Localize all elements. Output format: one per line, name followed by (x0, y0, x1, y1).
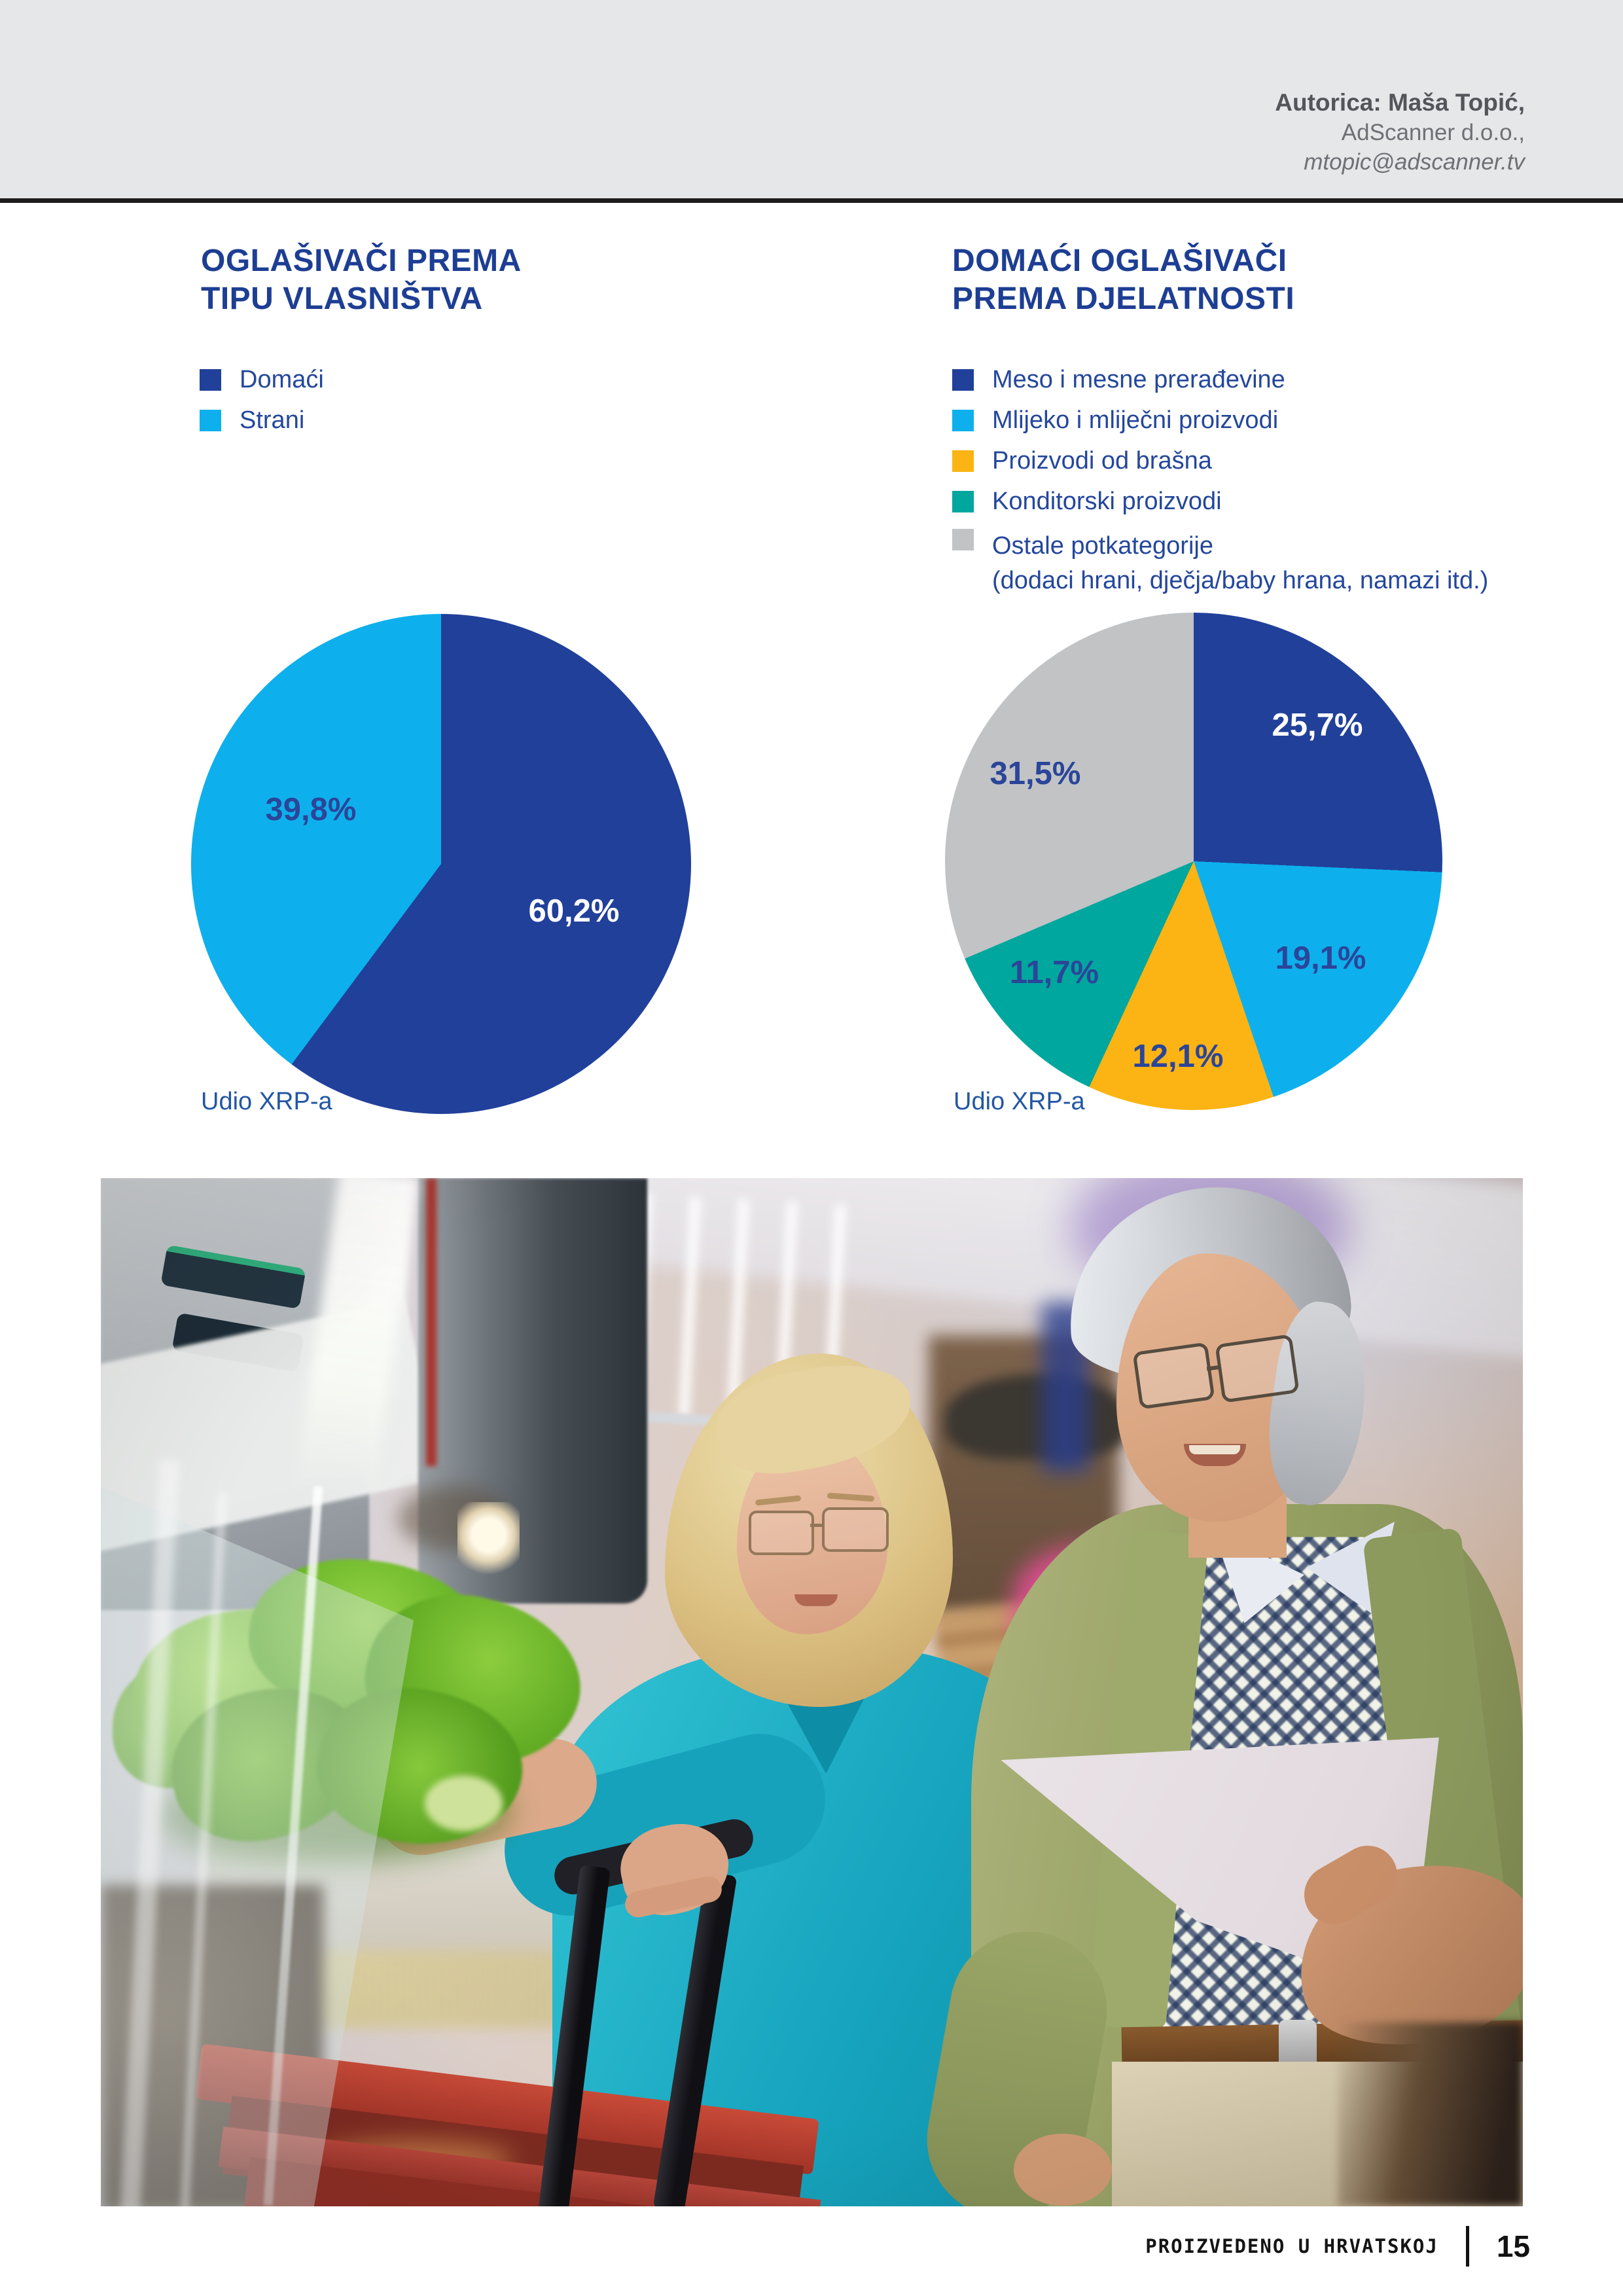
title-line: OGLAŠIVAČI PREMA (201, 243, 522, 278)
chart-sectors-title (952, 242, 1294, 318)
chart-ownership-title (201, 242, 522, 318)
legend-item-brasno (952, 448, 1488, 474)
legend-item-ostale (952, 529, 1488, 598)
legend-label: Meso i mesne prerađevine (992, 366, 1285, 393)
author-name: Autorica: Maša Topić, (1275, 89, 1525, 116)
legend-swatch-mlijeko (952, 410, 974, 431)
legend-item-mlijeko (952, 407, 1488, 433)
legend-item-domaci (200, 367, 324, 393)
chart-ownership-legend (200, 367, 324, 448)
header-divider (0, 198, 1623, 203)
legend-label (992, 529, 1488, 598)
legend-item-meso (952, 367, 1488, 393)
legend-swatch-konditorski (952, 491, 974, 512)
footer-separator (1466, 2226, 1469, 2267)
photo-vignette (101, 1178, 1523, 2206)
footer (1145, 2223, 1530, 2270)
store-photo (101, 1178, 1523, 2206)
pie-label-mlijeko: 19,1% (1275, 941, 1366, 976)
legend-item-strani (200, 407, 324, 433)
title-line: DOMAĆI OGLAŠIVAČI (952, 243, 1287, 278)
footer-wordmark: PROIZVEDENO U HRVATSKOJ (1145, 2235, 1438, 2257)
legend-item-konditorski (952, 488, 1488, 514)
legend-label: Proizvodi od brašna (992, 447, 1212, 475)
legend-label: Mlijeko i mliječni proizvodi (992, 406, 1279, 434)
legend-label: Strani (240, 406, 305, 434)
legend-swatch-strani (200, 410, 221, 431)
pie-label-konditorski: 11,7% (1009, 955, 1099, 990)
chart-ownership-caption: Udio XRP-a (201, 1088, 332, 1115)
author-email: mtopic@adscanner.tv (1304, 149, 1525, 175)
author-block (1275, 88, 1525, 177)
pie-label-brasno: 12,1% (1132, 1039, 1224, 1074)
chart-sectors-legend (952, 367, 1488, 613)
page-number: 15 (1496, 2229, 1530, 2263)
title-line: PREMA DJELATNOSTI (952, 281, 1295, 316)
legend-swatch-meso (952, 369, 974, 391)
pie-label-domaci: 60,2% (528, 893, 620, 929)
pie-label-meso: 25,7% (1272, 708, 1363, 743)
legend-swatch-brasno (952, 450, 974, 472)
pie-chart-ownership (191, 614, 691, 1114)
pie-label-strani: 39,8% (265, 792, 357, 827)
legend-swatch-ostale (952, 529, 974, 550)
pie-chart-sectors (945, 613, 1442, 1110)
title-line: TIPU VLASNIŠTVA (201, 281, 483, 316)
legend-label: Konditorski proizvodi (992, 488, 1222, 515)
legend-label-line1: Ostale potkategorije (992, 532, 1213, 560)
author-company: AdScanner d.o.o., (1341, 120, 1525, 145)
legend-swatch-domaci (200, 369, 221, 391)
legend-label: Domaći (240, 366, 324, 393)
header-band (0, 0, 1623, 198)
legend-label-line2: (dodaci hrani, dječja/baby hrana, namazi itd.) (992, 567, 1489, 594)
pie-label-ostale: 31,5% (990, 756, 1081, 791)
chart-sectors-caption: Udio XRP-a (954, 1088, 1085, 1115)
